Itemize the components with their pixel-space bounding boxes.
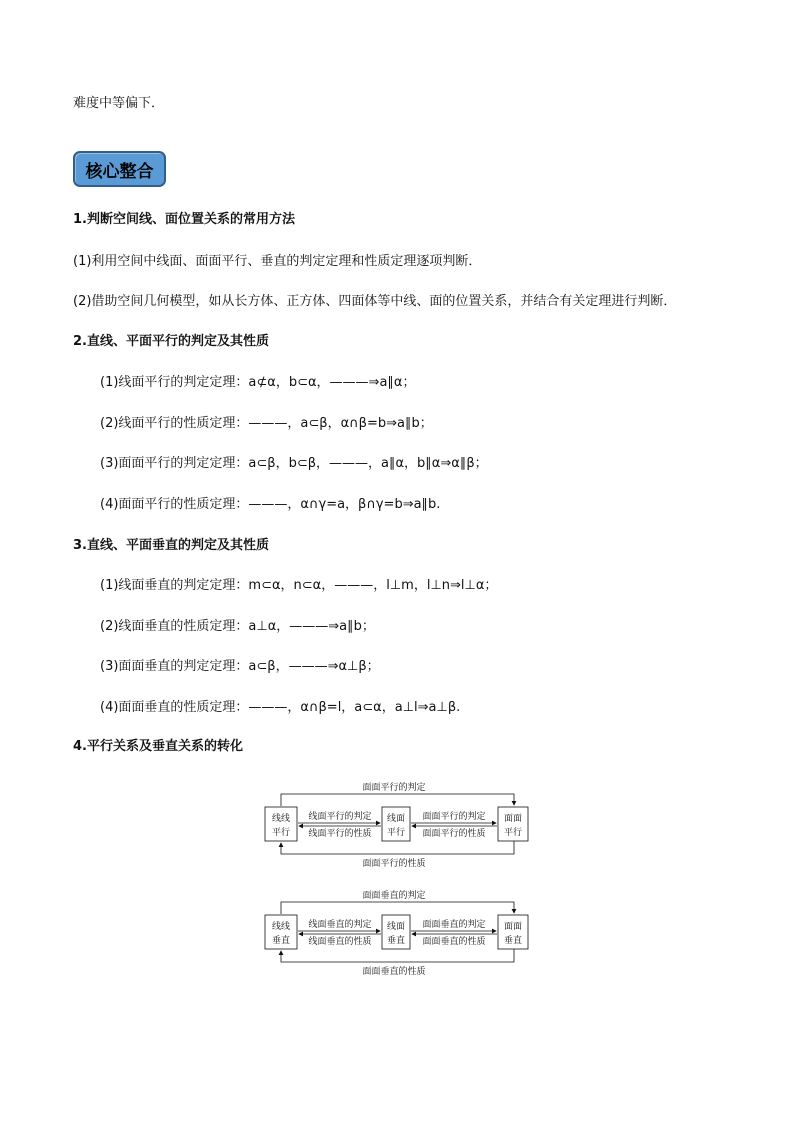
parallel-box2-line2: 平行 bbox=[386, 828, 406, 838]
perpendicular-box1-line1: 线线 bbox=[271, 922, 291, 932]
parallel-box1-line1: 线线 bbox=[271, 814, 291, 824]
s1-paragraph-2: (2)借助空间几何模型，如从长方体、正方体、四面体等中线、面的位置关系，并结合有关定理进行判断． bbox=[73, 294, 677, 309]
parallel-top-loop-arrow bbox=[281, 794, 514, 806]
s4-heading: 4.平行关系及垂直关系的转化 bbox=[73, 739, 243, 754]
parallel-bottom-loop-arrow bbox=[281, 841, 514, 854]
perpendicular-bottom-label: 面面垂直的性质 bbox=[362, 967, 426, 977]
perpendicular-box3-line1: 面面 bbox=[503, 922, 523, 932]
perpendicular-arrow12-top-label: 线面垂直的判定 bbox=[308, 920, 372, 930]
parallel-arrow12-bottom-label: 线面平行的性质 bbox=[308, 829, 372, 839]
s1-heading: 1.判断空间线、面位置关系的常用方法 bbox=[73, 212, 295, 227]
s2-item-1: (1)线面平行的判定定理：a⊄α，b⊂α，———⇒a∥α； bbox=[100, 375, 416, 390]
parallel-top-label: 面面平行的判定 bbox=[362, 783, 426, 793]
s3-item-1: (1)线面垂直的判定定理：m⊂α，n⊂α，———，l⊥m，l⊥n⇒l⊥α； bbox=[100, 578, 498, 593]
parallel-box1-line2: 平行 bbox=[271, 828, 291, 838]
s3-heading: 3.直线、平面垂直的判定及其性质 bbox=[73, 538, 269, 553]
parallel-arrow23-top-label: 面面平行的判定 bbox=[422, 812, 486, 822]
perpendicular-bottom-loop-arrow bbox=[281, 949, 514, 962]
parallel-box3-line2: 平行 bbox=[503, 828, 523, 838]
perpendicular-box2-line2: 垂直 bbox=[386, 936, 406, 946]
section-badge: 核心整合 bbox=[73, 151, 166, 187]
perpendicular-box3-line2: 垂直 bbox=[503, 936, 523, 946]
s3-item-3: (3)面面垂直的判定定理：a⊂β，———⇒α⊥β； bbox=[100, 659, 380, 674]
perpendicular-relation-diagram bbox=[260, 886, 532, 978]
parallel-relation-diagram bbox=[260, 778, 532, 870]
s2-heading: 2.直线、平面平行的判定及其性质 bbox=[73, 334, 269, 349]
parallel-arrow23-bottom-label: 面面平行的性质 bbox=[422, 829, 486, 839]
perpendicular-top-loop-arrow bbox=[281, 902, 514, 914]
perpendicular-arrow12-bottom-label: 线面垂直的性质 bbox=[308, 937, 372, 947]
s2-item-3: (3)面面平行的判定定理：a⊂β，b⊂β，———，a∥α，b∥α⇒α∥β； bbox=[100, 456, 488, 471]
parallel-arrow12-top-label: 线面平行的判定 bbox=[308, 812, 372, 822]
perpendicular-box2-line1: 线面 bbox=[386, 922, 406, 932]
s3-item-2: (2)线面垂直的性质定理：a⊥α，———⇒a∥b； bbox=[100, 619, 375, 634]
parallel-box3-line1: 面面 bbox=[503, 814, 523, 824]
s2-item-2: (2)线面平行的性质定理：———，a⊂β，α∩β=b⇒a∥b； bbox=[100, 416, 433, 431]
s3-item-4: (4)面面垂直的性质定理：———，α∩β=l，a⊂α，a⊥l⇒a⊥β. bbox=[100, 700, 461, 715]
perpendicular-arrow23-bottom-label: 面面垂直的性质 bbox=[422, 937, 486, 947]
s1-paragraph-1: (1)利用空间中线面、面面平行、垂直的判定定理和性质定理逐项判断． bbox=[73, 254, 482, 269]
parallel-box2-line1: 线面 bbox=[386, 814, 406, 824]
perpendicular-box1-line2: 垂直 bbox=[271, 936, 291, 946]
parallel-bottom-label: 面面平行的性质 bbox=[362, 859, 426, 869]
perpendicular-arrow23-top-label: 面面垂直的判定 bbox=[422, 920, 486, 930]
perpendicular-top-label: 面面垂直的判定 bbox=[362, 891, 426, 901]
intro-text: 难度中等偏下． bbox=[73, 96, 165, 111]
s2-item-4: (4)面面平行的性质定理：———，α∩γ=a，β∩γ=b⇒a∥b. bbox=[100, 497, 441, 512]
